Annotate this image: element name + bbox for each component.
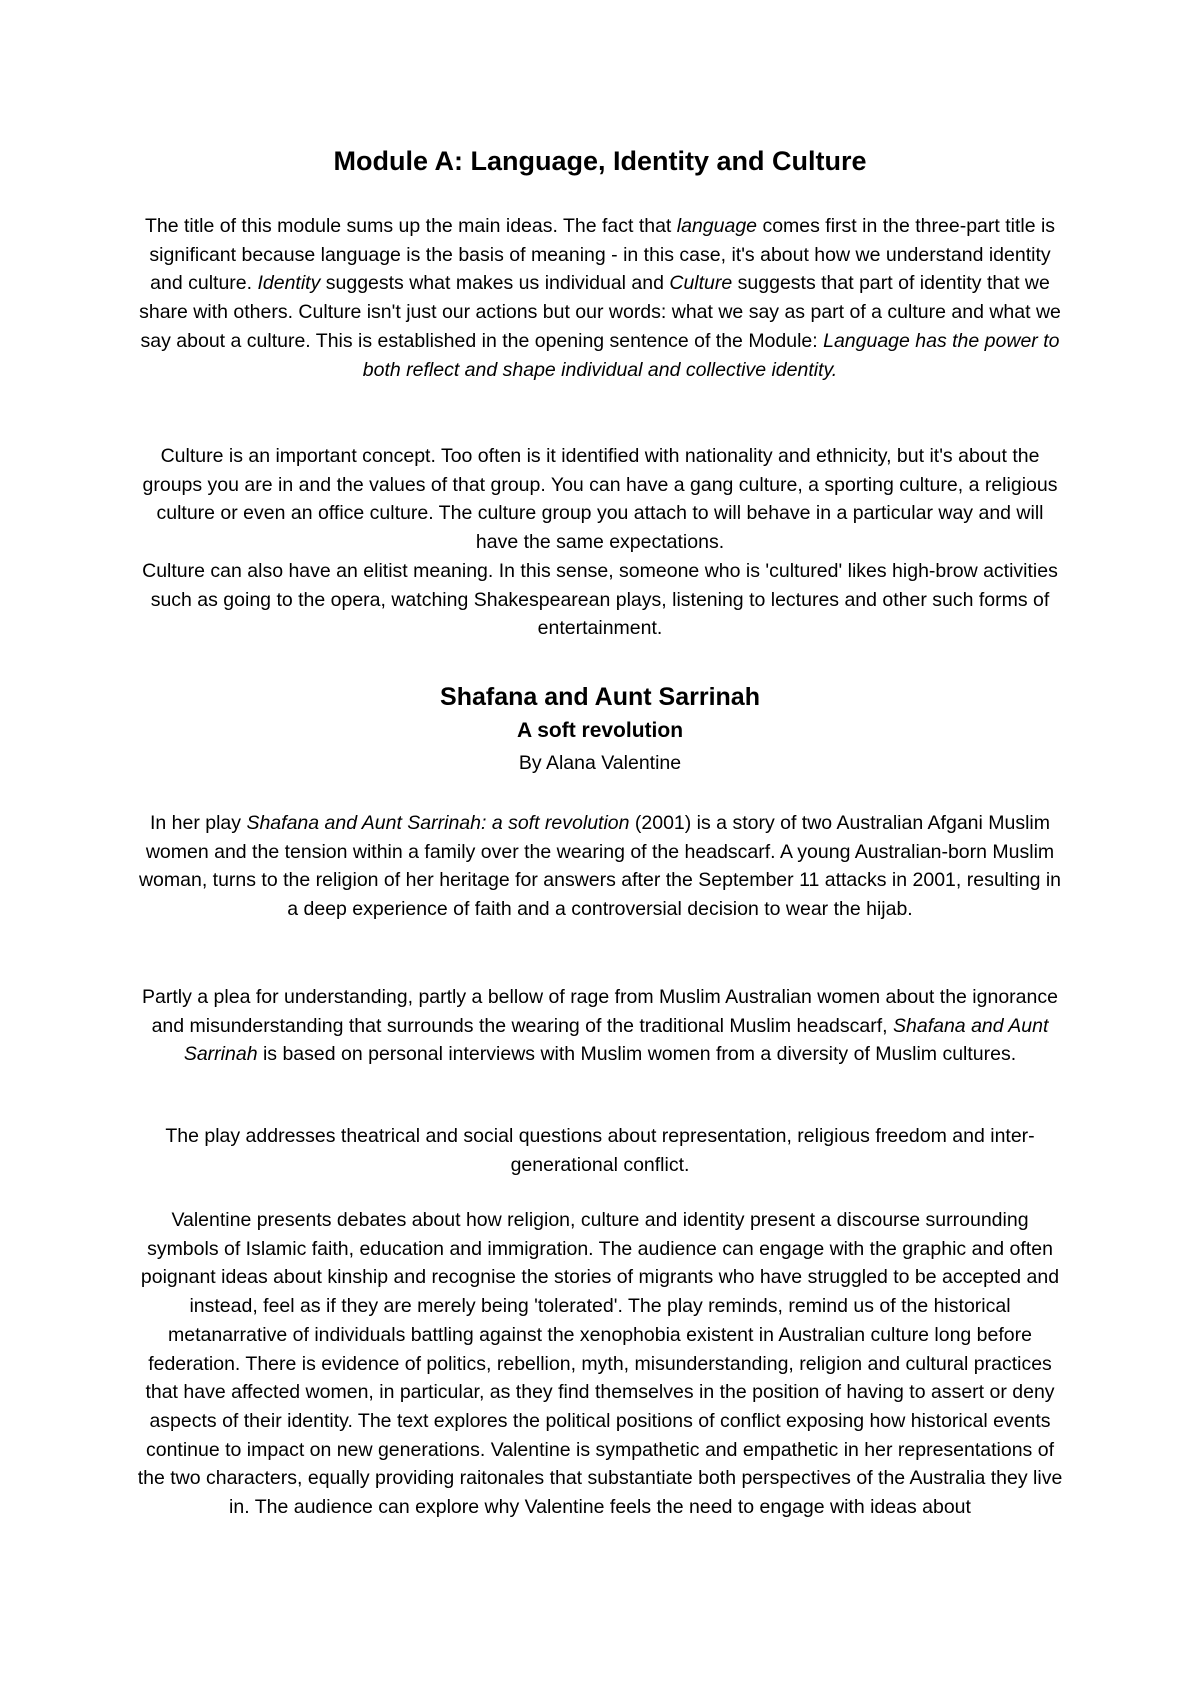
intro-paragraph	[135, 212, 1065, 384]
culture-paragraph-2: Culture can also have an elitist meaning. In this sense, someone who is 'cultured' likes high-brow activities such as going to the opera, watching Shakespearean plays, listening to lectures and other such forms of entertainment.	[142, 560, 1058, 640]
culture-paragraph-1: Culture is an important concept. Too often is it identified with nationality and ethnicity, but it's about the groups you are in and the values of that group. You can have a gang culture, a sporting culture, a religious culture or even an office culture. The culture group you attach to will behave in a particular way and will have the same expectations.	[142, 445, 1058, 554]
intro-text-1: The title of this module sums up the main ideas. The fact that	[144, 215, 677, 237]
play-p2-em-title: Shafana and Aunt Sarrinah	[183, 1014, 1049, 1066]
play-paragraph-3: The play addresses theatrical and social questions about representation, religious freedom and inter-generational conflict.	[165, 1125, 1035, 1176]
play-subheading: A soft revolution	[516, 719, 684, 742]
intro-text-3: suggests what makes us individual and	[320, 272, 670, 295]
play-byline: By Alana Valentine	[518, 752, 682, 774]
play-heading: Shafana and Aunt Sarrinah	[440, 683, 760, 711]
play-paragraph-4: Valentine presents debates about how religion, culture and identity present a discourse surrounding symbols of Islamic faith, education and immigration. The audience can engage with the graphic and often poignant ideas about kinship and recognise the stories of migrants who have struggled to be accepted and instead, feel as if they are merely being 'tolerated'. The play reminds, remind us of the historical metanarrative of individuals battling against the xenophobia existent in Australian culture long before federation. There is evidence of politics, rebellion, myth, misunderstanding, religion and cultural practices that have affected women, in particular, as they find themselves in the position of having to assert or deny aspects of their identity. The text explores the political positions of conflict exposing how historical events continue to impact on new generations. Valentine is sympathetic and empathetic in her representations of the two characters, equally providing raitonales that substantiate both perspectives of the Australia they live in. The audience can explore why Valentine feels the need to engage with ideas about	[137, 1209, 1063, 1519]
play-paragraph-2	[135, 983, 1065, 1069]
intro-text-2: comes first in the three-part title is significant because language is the basis of meaning - in this case, it's about how we understand identity and culture.	[149, 215, 1056, 295]
play-paragraph-1	[135, 809, 1065, 924]
intro-em-language: language	[676, 215, 758, 237]
intro-em-quote: Language has the power to both reflect and shape individual and collective identity.	[362, 329, 1060, 381]
play-p1-text-b: (2001) is a story of two Australian Afgani Muslim women and the tension within a family over the wearing of the headscarf. A young Australian-born Muslim woman, turns to the religion of her heritage for answers after the September 11 attacks in 2001, resulting in a deep experience of faith and a controversial decision to wear the hijab.	[138, 812, 1062, 921]
play-p2-text-b: is based on personal interviews with Muslim women from a diversity of Muslim cultures.	[257, 1043, 1017, 1066]
intro-em-identity: Identity	[257, 272, 321, 295]
page-title: Module A: Language, Identity and Culture	[333, 146, 867, 176]
intro-em-culture: Culture	[669, 272, 733, 295]
play-p1-em-title: Shafana and Aunt Sarrinah: a soft revolution	[246, 812, 630, 834]
play-p1-text-a: In her play	[149, 812, 247, 834]
intro-text-4: suggests that part of identity that we share with others. Culture isn't just our actions but our words: what we say as part of a culture and what we say about a culture. This is established in the opening sentence of the Module:	[139, 272, 1061, 352]
play-p2-text-a: Partly a plea for understanding, partly a bellow of rage from Muslim Australian women about the ignorance and misunderstanding that surrounds the wearing of the traditional Muslim headscarf,	[142, 986, 1058, 1037]
